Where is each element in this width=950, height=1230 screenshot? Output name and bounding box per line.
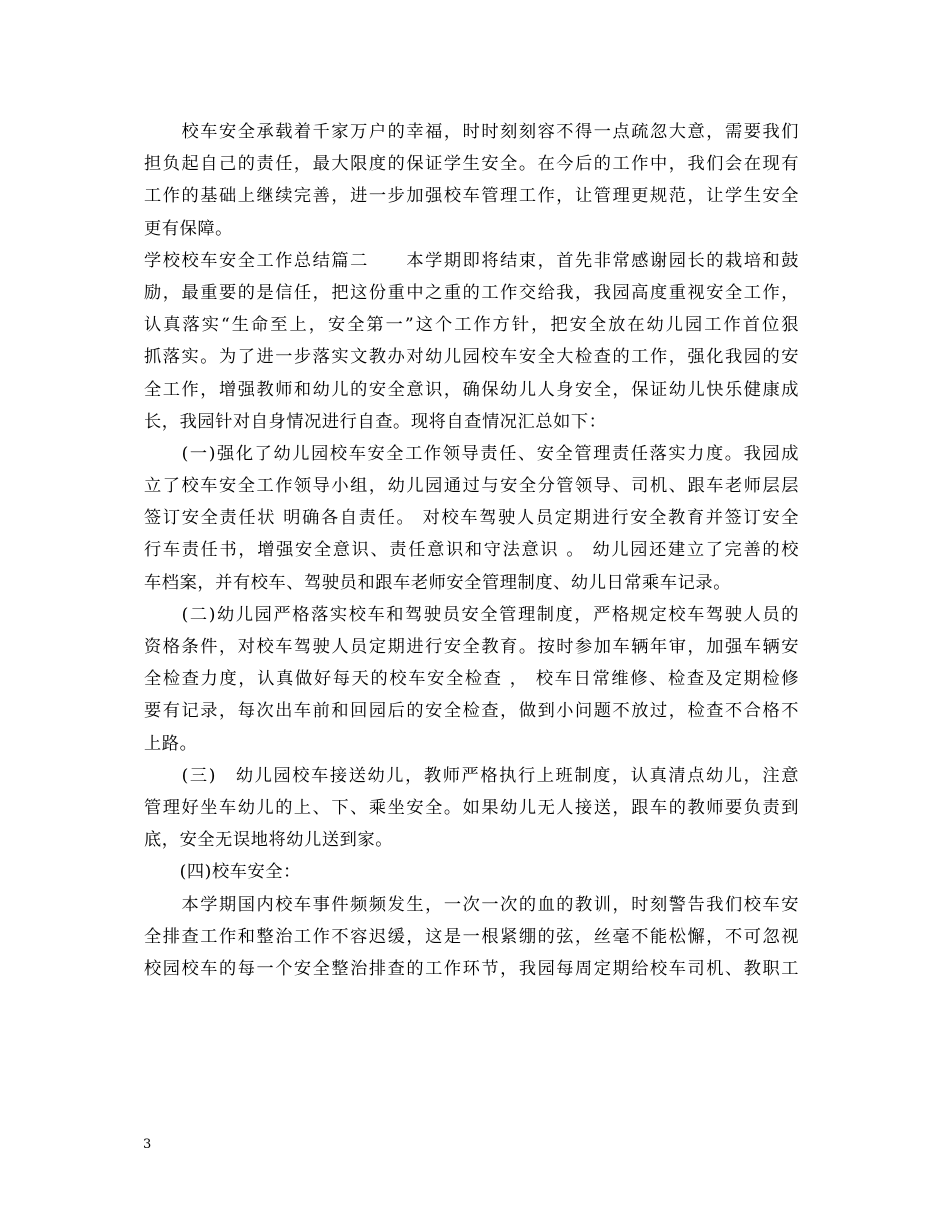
text-line: 更有保障。 xyxy=(144,218,233,239)
text-line: 抓落实。为了进一步落实文教办对幼儿园校车安全大检查的工作，强化我园的安 xyxy=(144,347,799,368)
text-line: 全排查工作和整治工作不容迟缓，这是一根紧绷的弦，丝毫不能松懈，不可忽视 xyxy=(144,926,799,947)
text-line: 工作的基础上继续完善，进一步加强校车管理工作，让管理更规范，让学生安全 xyxy=(144,186,799,207)
text-line: 本学期国内校车事件频频发生，一次一次的血的教训，时刻警告我们校车安 xyxy=(144,894,799,915)
text-line: (一)强化了幼儿园校车安全工作领导责任、安全管理责任落实力度。我园成 xyxy=(144,443,799,464)
text-line: 学校校车安全工作总结篇二 本学期即将结束，首先非常感谢园长的栽培和鼓 xyxy=(144,250,799,271)
text-line: 全检查力度，认真做好每天的校车安全检查 ， 校车日常维修、检查及定期检修 xyxy=(144,669,799,690)
text-line: 上路。 xyxy=(144,733,198,754)
text-line: (二)幼儿园严格落实校车和驾驶员安全管理制度，严格规定校车驾驶人员的 xyxy=(144,604,799,625)
text-line: (四)校车安全： xyxy=(144,862,301,883)
text-line: 车档案，并有校车、驾驶员和跟车老师安全管理制度、幼儿日常乘车记录。 xyxy=(144,572,731,593)
text-line: 校园校车的每一个安全整治排查的工作环节，我园每周定期给校车司机、教职工 xyxy=(144,958,799,979)
text-line: 担负起自己的责任，最大限度的保证学生安全。在今后的工作中，我们会在现有 xyxy=(144,154,799,175)
page-number: 3 xyxy=(143,1137,152,1152)
text-line: 管理好坐车幼儿的上、下、乘坐安全。如果幼儿无人接送，跟车的教师要负责到 xyxy=(144,797,799,818)
text-line: 校车安全承载着千家万户的幸福，时时刻刻容不得一点疏忽大意，需要我们 xyxy=(144,122,799,142)
text-line: 底，安全无误地将幼儿送到家。 xyxy=(144,830,394,851)
text-line: 资格条件，对校车驾驶人员定期进行安全教育。按时参加车辆年审，加强车辆安 xyxy=(144,637,799,657)
text-line: (三) 幼儿园校车接送幼儿，教师严格执行上班制度，认真清点幼儿，注意 xyxy=(144,765,799,786)
text-line: 认真落实“生命至上，安全第一”这个工作方针，把安全放在幼儿园工作首位狠 xyxy=(144,315,799,336)
body-text xyxy=(144,116,799,985)
text-line: 要有记录，每次出车前和回园后的安全检查，做到小问题不放过，检查不合格不 xyxy=(144,701,799,722)
text-line: 全工作，增强教师和幼儿的安全意识，确保幼儿人身安全，保证幼儿快乐健康成 xyxy=(144,379,799,400)
text-line: 励，最重要的是信任，把这份重中之重的工作交给我，我园高度重视安全工作， xyxy=(144,282,799,303)
text-line: 行车责任书，增强安全意识、责任意识和守法意识 。 幼儿园还建立了完善的校 xyxy=(144,540,799,561)
text-line: 签订安全责任状 明确各自责任。 对校车驾驶人员定期进行安全教育并签订安全 xyxy=(144,508,799,529)
text-line: 长，我园针对自身情况进行自查。现将自查情况汇总如下： xyxy=(144,411,607,432)
text-line: 立了校车安全工作领导小组，幼儿园通过与安全分管领导、司机、跟车老师层层 xyxy=(144,476,799,497)
